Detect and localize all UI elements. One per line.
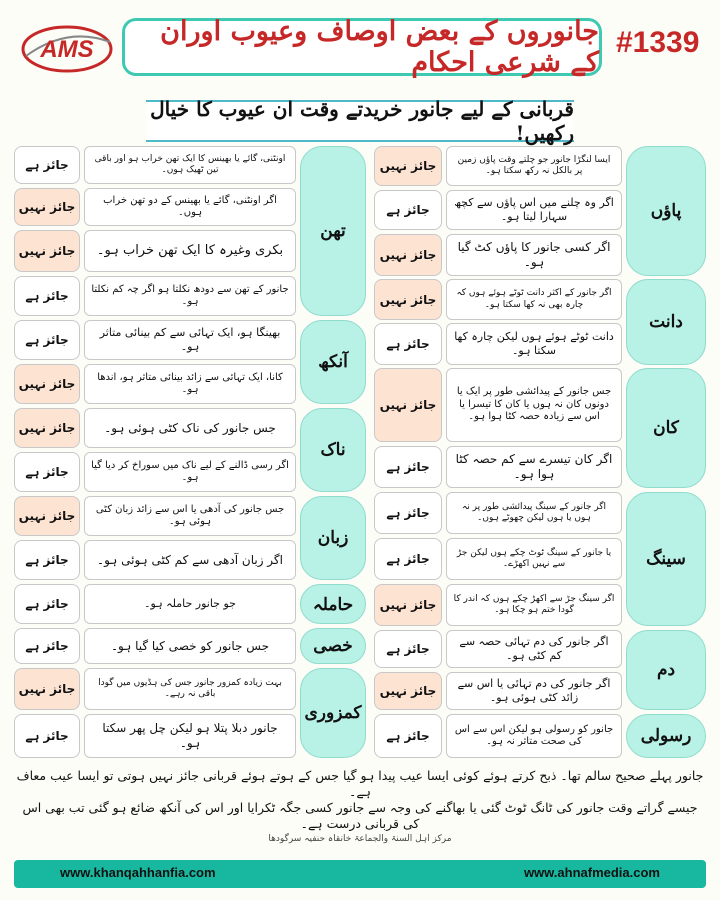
left-row-3-verdict: جائز نہیں xyxy=(14,230,80,272)
right-row-5-text: دانت ٹوٹے ہوئے ہوں لیکن چارہ کھا سکتا ہو۔ xyxy=(446,323,622,365)
post-number: #1339 xyxy=(616,26,700,59)
left-row-7-verdict: جائز نہیں xyxy=(14,408,80,448)
left-row-6-text: کانا، ایک تہائی سے زائد بینائی متاثر ہو، اندھا ہو۔ xyxy=(84,364,296,404)
right-row-12-text: اگر جانور کی دم تہائی یا اس سے زائد کٹی ہوئی ہو۔ xyxy=(446,672,622,710)
left-row-12-text: جس جانور کو خصی کیا گیا ہو۔ xyxy=(84,628,296,664)
left-row-12-verdict: جائز ہے xyxy=(14,628,80,664)
right-row-2-text: اگر وہ چلنے میں اس پاؤں سے کچھ سہارا لیتا ہو۔ xyxy=(446,190,622,230)
left-row-11-verdict: جائز ہے xyxy=(14,584,80,624)
right-row-8-verdict: جائز ہے xyxy=(374,492,442,534)
right-row-10-verdict: جائز نہیں xyxy=(374,584,442,626)
category-weakness: کمزوری xyxy=(300,668,366,758)
left-row-14-text: جانور دبلا پتلا ہو لیکن چل پھر سکتا ہو۔ xyxy=(84,714,296,758)
right-row-6-text: جس جانور کے پیدائشی طور پر ایک یا دونوں کان نہ ہوں یا کان کا تیسرا یا اس سے زیادہ حصہ کٹا ہوا ہو۔ xyxy=(446,368,622,442)
left-row-10-text: اگر زبان آدھی سے کم کٹی ہوئی ہو۔ xyxy=(84,540,296,580)
left-row-10-verdict: جائز ہے xyxy=(14,540,80,580)
category-pregnant: حاملہ xyxy=(300,584,366,624)
left-row-14-verdict: جائز ہے xyxy=(14,714,80,758)
right-row-11-text: اگر جانور کی دم تہائی حصہ سے کم کٹی ہو۔ xyxy=(446,630,622,668)
right-row-7-verdict: جائز ہے xyxy=(374,446,442,488)
category-horns: سینگ xyxy=(626,492,706,626)
right-row-5-verdict: جائز ہے xyxy=(374,323,442,365)
right-row-9-text: یا جانور کے سینگ ٹوٹ چکے ہوں لیکن جڑ سے نہیں اکھڑے۔ xyxy=(446,538,622,580)
right-row-13-verdict: جائز ہے xyxy=(374,714,442,758)
left-row-2-verdict: جائز نہیں xyxy=(14,188,80,226)
right-row-7-text: اگر کان تیسرے سے کم حصہ کٹا ہوا ہو۔ xyxy=(446,446,622,488)
right-row-1-verdict: جائز نہیں xyxy=(374,146,442,186)
left-row-5-text: بھینگا ہو، ایک تہائی سے کم بینائی متاثر ہو۔ xyxy=(84,320,296,360)
right-row-9-verdict: جائز ہے xyxy=(374,538,442,580)
category-teeth: دانت xyxy=(626,279,706,365)
category-tail: دم xyxy=(626,630,706,710)
footer-credit: مرکز اہل السنۃ والجماعۃ خانقاہ حنفیہ سرگودھا xyxy=(268,834,452,844)
left-row-4-text: جانور کے تھن سے دودھ نکلتا ہو اگر چہ کم نکلتا ہو۔ xyxy=(84,276,296,316)
right-row-1-text: ایسا لنگڑا جانور جو چلتے وقت پاؤں زمین پر بالکل نہ رکھ سکتا ہو۔ xyxy=(446,146,622,186)
right-row-12-verdict: جائز نہیں xyxy=(374,672,442,710)
left-row-2-text: اگر اونٹنی، گائے یا بھینس کے دو تھن خراب ہوں۔ xyxy=(84,188,296,226)
footer-note-2: جیسے گراتے وقت جانور کی ٹانگ ٹوٹ گئی یا بھاگنے کی وجہ سے جانور کسی جگہ ٹکرایا اور اس کی آنکھ ضائع ہو گئی تب بھی اس کی قربانی درست ہے۔ xyxy=(22,800,698,832)
category-ears: کان xyxy=(626,368,706,488)
category-feet: پاؤں xyxy=(626,146,706,276)
category-tongue: زبان xyxy=(300,496,366,580)
right-row-10-text: اگر سینگ جڑ سے اکھڑ چکے ہوں کہ اندر کا گودا ختم ہو چکا ہو۔ xyxy=(446,584,622,626)
category-nose: ناک xyxy=(300,408,366,492)
left-row-1-verdict: جائز ہے xyxy=(14,146,80,184)
left-row-4-verdict: جائز ہے xyxy=(14,276,80,316)
left-row-6-verdict: جائز نہیں xyxy=(14,364,80,404)
left-row-9-text: جس جانور کی آدھی یا اس سے زائد زبان کٹی ہوئی ہو۔ xyxy=(84,496,296,536)
svg-text:AMS: AMS xyxy=(40,36,94,63)
left-row-8-text: اگر رسی ڈالنے کے لیے ناک میں سوراخ کر دیا گیا ہو۔ xyxy=(84,452,296,492)
right-row-3-text: اگر کسی جانور کا پاؤں کٹ گیا ہو۔ xyxy=(446,234,622,276)
left-row-7-text: جس جانور کی ناک کٹی ہوئی ہو۔ xyxy=(84,408,296,448)
header xyxy=(14,14,706,82)
website-left-link[interactable]: www.khanqahhanfia.com xyxy=(60,865,216,880)
category-udder: تھن xyxy=(300,146,366,316)
right-row-3-verdict: جائز نہیں xyxy=(374,234,442,276)
website-right-link[interactable]: www.ahnafmedia.com xyxy=(523,865,660,880)
right-row-6-verdict: جائز نہیں xyxy=(374,368,442,442)
page-title: جانوروں کے بعض اوصاف وعیوب اوران کے شرعی احکام xyxy=(122,18,602,76)
right-row-4-verdict: جائز نہیں xyxy=(374,279,442,320)
subtitle: قربانی کے لیے جانور خریدتے وقت ان عیوب کا خیال رکھیں! xyxy=(146,100,574,142)
right-row-4-text: اگر جانور کے اکثر دانت ٹوٹے ہوئے ہوں کہ چارہ بھی نہ کھا سکتا ہو۔ xyxy=(446,279,622,320)
left-row-1-text: اونٹنی، گائے یا بھینس کا ایک تھن خراب ہو اور باقی تین ٹھیک ہوں۔ xyxy=(84,146,296,184)
left-row-13-text: بہت زیادہ کمزور جانور جس کی ہڈیوں میں گودا باقی نہ رہے۔ xyxy=(84,668,296,710)
left-row-11-text: جو جانور حاملہ ہو۔ xyxy=(84,584,296,624)
category-tumor: رسولی xyxy=(626,714,706,758)
ams-logo xyxy=(20,22,114,76)
footer-note-1: جانور پہلے صحیح سالم تھا۔ ذبح کرتے ہوئے کوئی ایسا عیب پیدا ہو گیا جس کے ہوتے ہوئے قربانی جائز نہیں ہوتی تو ایسا عیب معاف ہے۔ xyxy=(16,768,704,800)
left-row-13-verdict: جائز نہیں xyxy=(14,668,80,710)
left-row-3-text: بکری وغیرہ کا ایک تھن خراب ہو۔ xyxy=(84,230,296,272)
right-row-13-text: جانور کو رسولی ہو لیکن اس سے اس کی صحت متاثر نہ ہو۔ xyxy=(446,714,622,758)
left-row-9-verdict: جائز نہیں xyxy=(14,496,80,536)
category-eye: آنکھ xyxy=(300,320,366,404)
footer-bar xyxy=(14,860,706,888)
left-row-8-verdict: جائز ہے xyxy=(14,452,80,492)
right-row-8-text: اگر جانور کے سینگ پیدائشی طور پر نہ ہوں یا ہوں لیکن چھوٹے ہوں۔ xyxy=(446,492,622,534)
right-row-11-verdict: جائز ہے xyxy=(374,630,442,668)
category-castrated: خصی xyxy=(300,628,366,664)
left-row-5-verdict: جائز ہے xyxy=(14,320,80,360)
right-row-2-verdict: جائز ہے xyxy=(374,190,442,230)
